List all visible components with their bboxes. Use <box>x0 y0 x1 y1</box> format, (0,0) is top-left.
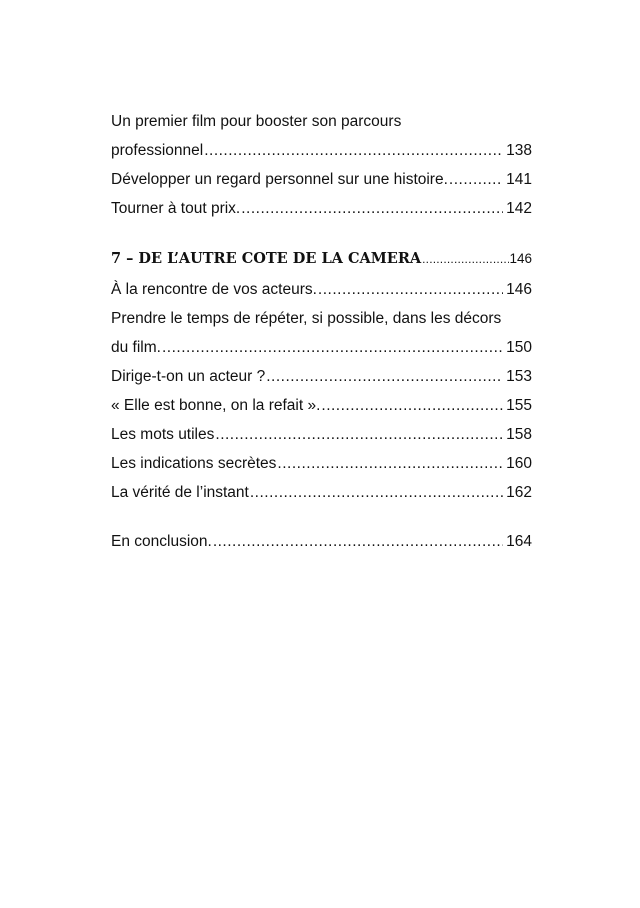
spacer <box>111 223 532 243</box>
chapter-title: 7 – DE L’AUTRE COTE DE LA CAMERA <box>111 250 422 267</box>
toc-entry[interactable] <box>111 391 532 420</box>
toc-entry-text: Les indications secrètes <box>111 455 277 472</box>
toc-entry-text: La vérité de l’instant <box>111 484 249 501</box>
toc-page-number: 146 <box>509 251 532 266</box>
toc-entry-text: Dirige-t-on un acteur ? <box>111 368 266 385</box>
dot-leader <box>266 362 503 391</box>
toc-entry[interactable] <box>111 275 532 304</box>
toc-entry-text: Les mots utiles <box>111 426 215 443</box>
toc-page-number: 160 <box>506 455 532 472</box>
toc-entry[interactable] <box>111 362 532 391</box>
toc-entry-text: Développer un regard personnel sur une histoire. <box>111 171 448 188</box>
toc-entry-wrapped-start <box>111 304 532 333</box>
dot-leader <box>241 194 503 223</box>
toc-entry[interactable] <box>111 478 532 507</box>
toc-page-number: 146 <box>506 281 532 298</box>
dot-leader <box>162 333 503 362</box>
toc-entry-conclusion[interactable] <box>111 527 532 556</box>
toc-entry-text: professionnel <box>111 142 204 159</box>
dot-leader <box>318 275 503 304</box>
toc-entry[interactable] <box>111 136 532 165</box>
toc-entry[interactable] <box>111 333 532 362</box>
toc-entry[interactable] <box>111 449 532 478</box>
dot-leader <box>321 391 503 420</box>
toc-entry-text: À la rencontre de vos acteurs. <box>111 281 317 298</box>
toc-page-number: 155 <box>506 397 532 414</box>
toc-entry-text: « Elle est bonne, on la refait ». <box>111 397 321 414</box>
toc-entry[interactable] <box>111 420 532 449</box>
dot-leader <box>277 449 503 478</box>
toc-entry-text: Tourner à tout prix. <box>111 200 241 217</box>
toc-entry-wrapped-start <box>111 107 532 136</box>
toc-page-number: 164 <box>506 533 532 550</box>
toc-page-number: 138 <box>506 142 532 159</box>
toc-entry-text: Un premier film pour booster son parcours <box>111 113 402 130</box>
toc-entry-text: du film. <box>111 339 161 356</box>
toc-entry-text: Prendre le temps de répéter, si possible, dans les décors <box>111 310 502 327</box>
toc-page-number: 150 <box>506 339 532 356</box>
dot-leader <box>250 478 503 507</box>
dot-leader <box>204 136 503 165</box>
toc-entry[interactable] <box>111 194 532 223</box>
toc-entry[interactable] <box>111 165 532 194</box>
dot-leader <box>215 420 503 449</box>
toc-page-number: 153 <box>506 368 532 385</box>
toc-chapter-heading[interactable] <box>111 243 532 275</box>
dot-leader <box>449 165 503 194</box>
toc-page-number: 142 <box>506 200 532 217</box>
toc-page-number: 158 <box>506 426 532 443</box>
toc-entry-text: En conclusion. <box>111 533 212 550</box>
dot-leader <box>422 243 509 275</box>
toc-page-number: 162 <box>506 484 532 501</box>
table-of-contents <box>111 107 532 556</box>
spacer <box>111 507 532 527</box>
toc-page-number: 141 <box>506 171 532 188</box>
dot-leader <box>213 527 503 556</box>
